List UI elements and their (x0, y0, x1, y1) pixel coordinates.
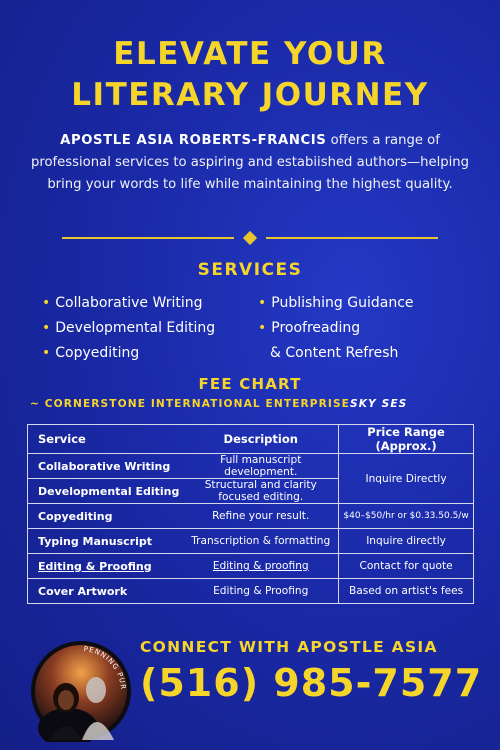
fee-table (27, 424, 474, 604)
intro-text: offers a range of professional services to aspiring and estabiished authors—helping bring your words to life while maintaining the highest quality. (30, 133, 470, 192)
service-label: Proofreading (271, 320, 361, 336)
table-row (28, 554, 474, 579)
service-label: Developmental Editing (55, 320, 216, 336)
cell-description: Editing & proofing (183, 554, 338, 579)
table-header-row (28, 425, 474, 454)
diamond-icon (243, 231, 257, 245)
service-item (258, 316, 414, 341)
intro-paragraph (30, 130, 470, 196)
table-row (28, 529, 474, 554)
service-item-continued: & Content Refresh (270, 345, 399, 361)
cell-service: Editing & Proofing (28, 554, 184, 579)
table-row (28, 579, 474, 604)
bullet-icon: • (42, 345, 51, 361)
services-list-left (42, 291, 215, 366)
signature-stamp: SKY SES (350, 398, 408, 410)
bullet-icon: • (42, 295, 51, 311)
cell-service: Cover Artwork (28, 579, 184, 604)
title-line-2: LITERARY JOURNEY (71, 77, 429, 113)
penning-purpose-logo (30, 640, 132, 742)
cell-price: Inquire directly (339, 529, 474, 554)
fee-chart-heading: FEE CHART (198, 375, 302, 393)
bullet-icon: • (42, 320, 51, 336)
cell-description: Transcription & formatting (183, 529, 338, 554)
cell-description: Refine your result. (183, 504, 338, 529)
cell-service: Typing Manuscript (28, 529, 184, 554)
service-label: Copyediting (55, 345, 140, 361)
services-list-right (258, 291, 414, 366)
cell-price: Based on artist's fees (339, 579, 474, 604)
title-line-1: ELEVATE YOUR (113, 36, 387, 72)
phone-number[interactable]: (516) 985-7577 (140, 661, 483, 705)
bullet-icon: • (258, 320, 267, 336)
company-name: ~ CORNERSTONE INTERNATIONAL ENTERPRISE (30, 398, 351, 410)
cell-service: Copyediting (28, 504, 184, 529)
cell-service: Developmental Editing (28, 479, 184, 504)
column-header-price: Price Range (Approx.) (339, 425, 474, 454)
cell-description: Structural and clarity focused editing. (183, 479, 338, 504)
cell-description: Editing & Proofing (183, 579, 338, 604)
services-heading: SERVICES (197, 260, 303, 280)
table-row (28, 454, 474, 479)
divider-line-right (266, 237, 438, 239)
service-item (42, 341, 215, 366)
service-label: Publishing Guidance (271, 295, 414, 311)
section-divider (62, 233, 438, 243)
page-title (0, 34, 500, 116)
cell-price: Inquire Directly (339, 454, 474, 504)
service-item (42, 316, 215, 341)
connect-heading: CONNECT WITH APOSTLE ASIA (140, 638, 438, 656)
fee-chart-subheading (30, 398, 490, 410)
service-item (42, 291, 215, 316)
logo-ring-text: PENNING PUR (83, 645, 128, 691)
service-label: Collaborative Writing (55, 295, 203, 311)
cell-price: $40–$50/hr or $0.33.50.5/w (339, 504, 474, 529)
cell-price: Contact for quote (339, 554, 474, 579)
avatar (30, 640, 132, 742)
table-row (28, 504, 474, 529)
bullet-icon: • (258, 295, 267, 311)
column-header-description: Description (183, 425, 338, 454)
author-name: APOSTLE ASIA ROBERTS-FRANCIS (60, 133, 327, 148)
divider-line-left (62, 237, 234, 239)
column-header-service: Service (28, 425, 184, 454)
cell-service: Collaborative Writing (28, 454, 184, 479)
cell-description: Full manuscript development. (183, 454, 338, 479)
service-item (258, 291, 414, 316)
